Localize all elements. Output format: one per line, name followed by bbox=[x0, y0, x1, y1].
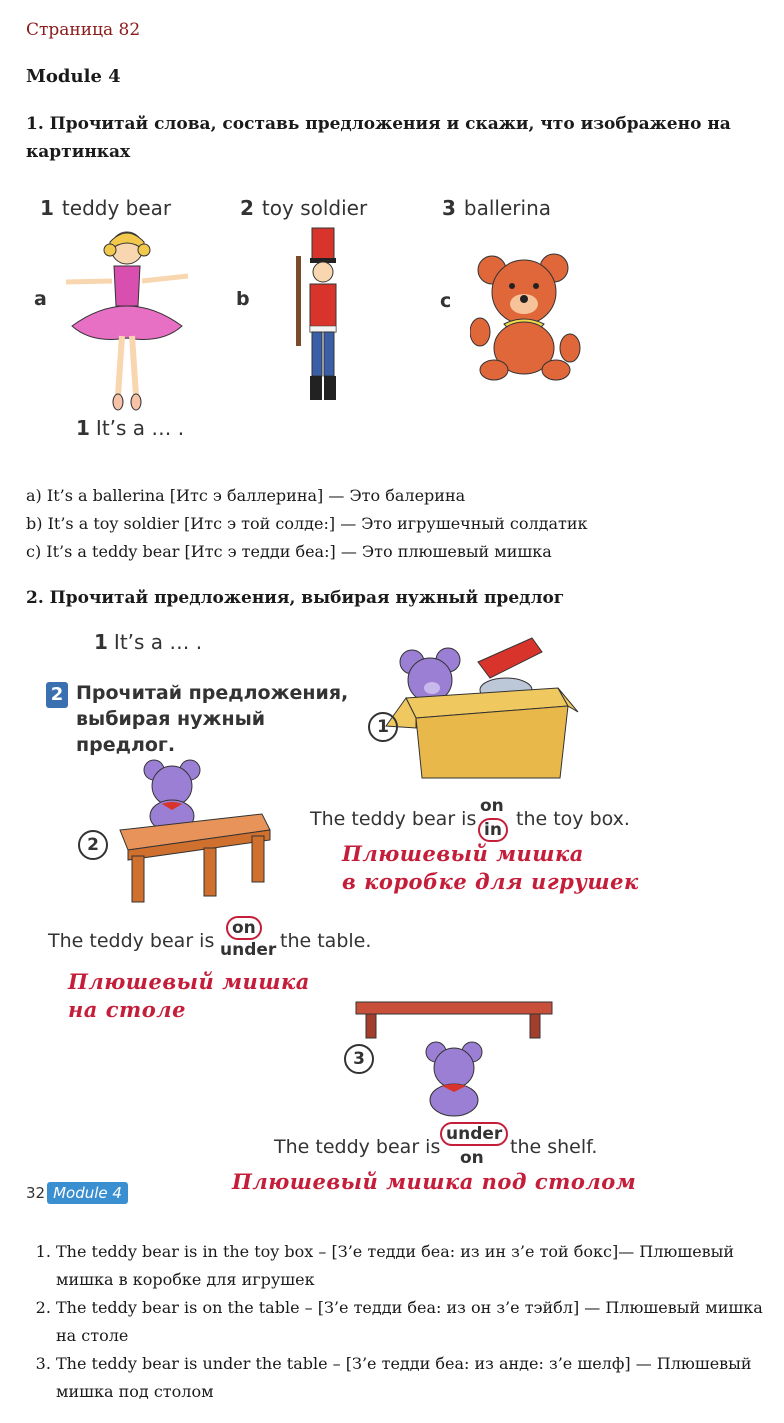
word-2: 2 toy soldier bbox=[240, 196, 368, 220]
answer-2-2: 2. The teddy bear is on the table – [З’е тедди беа: из он з’е тэйбл] — Плюшевый мишка на столе bbox=[56, 1294, 784, 1350]
table-illustration bbox=[112, 756, 272, 906]
answer-b: b) It’s a toy soldier [Итс э той солде:] — Это игрушечный солдатик bbox=[26, 514, 588, 533]
item-1-sentence-end: the toy box. bbox=[516, 808, 630, 830]
item-3-option-on: on bbox=[460, 1148, 484, 1168]
answer-2-3: 3. The teddy bear is under the table – [З’е тедди беа: из анде: з’е шелф] — Плюшевый мишка под столом bbox=[56, 1350, 784, 1406]
item-3-option-under: under bbox=[440, 1122, 508, 1146]
task2-inner-title: Прочитай предложения, выбирая нужный предлог. bbox=[76, 682, 349, 756]
task2-answers bbox=[26, 1238, 784, 1406]
letter-b: b bbox=[236, 288, 250, 310]
answer-a: a) It’s a ballerina [Итс э баллерина] — Это балерина bbox=[26, 486, 466, 505]
answer-2-1: 1. The teddy bear is in the toy box – [З’е тедди беа: из ин з’е той бокс]— Плюшевый мишка в коробке для игрушек bbox=[56, 1238, 784, 1294]
module-page-tag: 32 Module 4 bbox=[26, 1182, 128, 1204]
letter-c: c bbox=[440, 290, 452, 312]
item-1-number: 1 bbox=[368, 712, 398, 742]
teddy-bear-illustration bbox=[470, 252, 582, 382]
item-2-translation: Плюшевый мишка на столе bbox=[68, 969, 310, 1022]
item-3-number: 3 bbox=[344, 1044, 374, 1074]
task1-example: 1 It’s a … . bbox=[76, 416, 185, 440]
module-title: Module 4 bbox=[26, 66, 121, 87]
task1-picture bbox=[26, 186, 626, 456]
word-3: 3 ballerina bbox=[442, 196, 552, 220]
item-3-sentence-start: The teddy bear is bbox=[274, 1136, 441, 1158]
page-label: Страница 82 bbox=[26, 20, 141, 40]
item-2-sentence-end: the table. bbox=[280, 930, 372, 952]
item-1-sentence-start: The teddy bear is bbox=[310, 808, 477, 830]
item-2-sentence-start: The teddy bear is bbox=[48, 930, 215, 952]
toy-box-illustration bbox=[382, 632, 582, 782]
item-1-translation: Плюшевый мишка в коробке для игрушек bbox=[342, 841, 639, 894]
task1-title: 1. Прочитай слова, составь предложения и скажи, что изображено на картинках bbox=[26, 114, 731, 162]
item-2-number: 2 bbox=[78, 830, 108, 860]
answer-c: c) It’s a teddy bear [Итс э тедди беа:] — Это плюшевый мишка bbox=[26, 542, 552, 561]
task-number-badge: 2 bbox=[46, 682, 68, 708]
letter-a: a bbox=[34, 288, 47, 310]
item-1-option-on: on bbox=[480, 796, 504, 816]
item-2-option-under: under bbox=[220, 940, 277, 960]
task2-picture bbox=[26, 622, 746, 1218]
item-3-sentence-end: the shelf. bbox=[510, 1136, 598, 1158]
task1-answers bbox=[26, 482, 588, 566]
word-1: 1 teddy bear bbox=[40, 196, 172, 220]
task2-example: 1 It’s a … . bbox=[94, 630, 203, 654]
item-1-option-in: in bbox=[478, 818, 508, 842]
item-2-option-on: on bbox=[226, 916, 262, 940]
task2-title: 2. Прочитай предложения, выбирая нужный предлог bbox=[26, 588, 565, 608]
shelf-illustration bbox=[352, 998, 556, 1118]
item-3-translation: Плюшевый мишка под столом bbox=[232, 1169, 637, 1194]
toy-soldier-illustration bbox=[288, 226, 358, 418]
ballerina-illustration bbox=[62, 226, 192, 416]
